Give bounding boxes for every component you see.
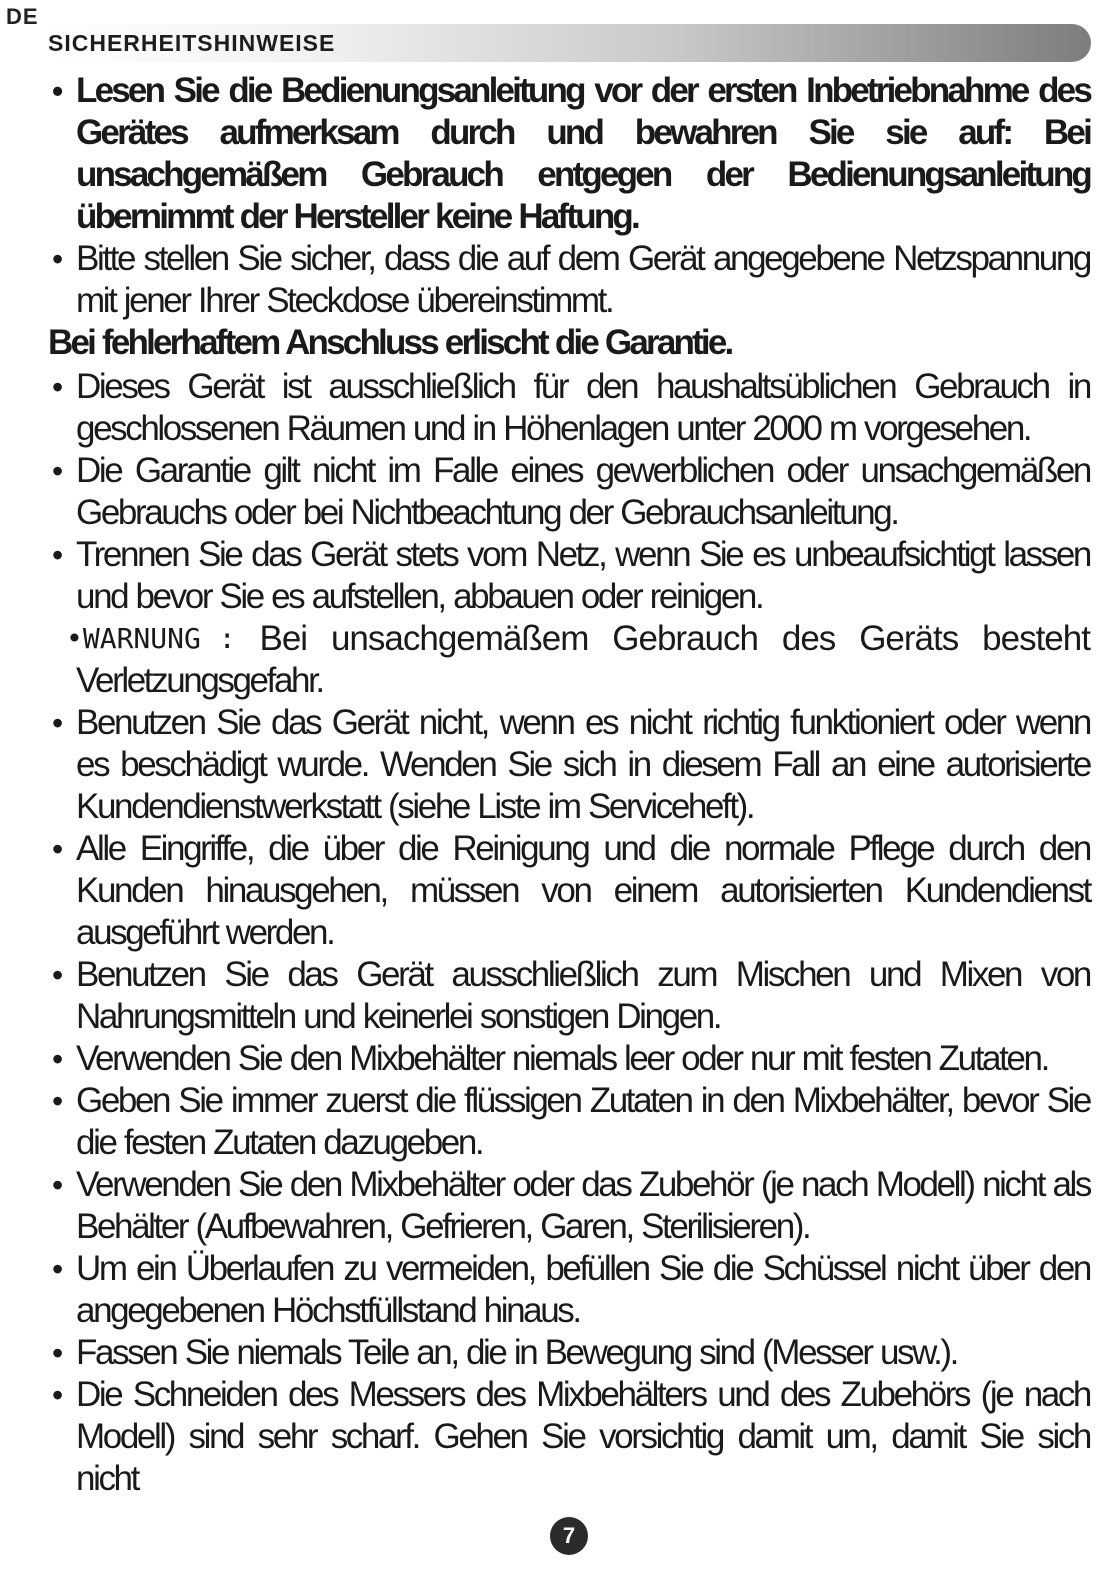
safety-instructions bbox=[48, 70, 1090, 1500]
list-item bbox=[48, 70, 1090, 238]
list-item-text: Lesen Sie die Bedienungsanleitung vor der ersten Inbetriebnahme des Gerätes aufmerksam durch und bewahren Sie sie auf: Bei unsachgemäßem Gebrauch entgegen der Bedienungsanleitung übernimmt der Hersteller keine Haftung. bbox=[76, 71, 1090, 236]
list-item-text: Bitte stellen Sie sicher, dass die auf dem Gerät angegebene Netzspannung mit jener Ihrer Steckdose übereinstimmt. bbox=[76, 239, 1090, 320]
bullet-icon: • bbox=[52, 1251, 64, 1287]
bullet-icon: • bbox=[52, 73, 64, 109]
warning-word: besteht bbox=[982, 619, 1090, 658]
list-item bbox=[48, 702, 1090, 828]
list-item bbox=[48, 238, 1090, 322]
page-number-badge: 7 bbox=[550, 1517, 588, 1555]
list-item-text: Die Garantie gilt nicht im Falle eines gewerblichen oder unsachgemäßen Gebrauchs oder bei Nichtbeachtung der Gebrauchsanleitung. bbox=[76, 451, 1090, 532]
list-item bbox=[48, 828, 1090, 954]
warning-word: des bbox=[781, 619, 836, 658]
warning-word: unsachgemäßem bbox=[330, 619, 589, 658]
list-item-text: Verwenden Sie den Mixbehälter niemals leer oder nur mit festen Zutaten. bbox=[76, 1039, 1048, 1078]
warning-item bbox=[48, 618, 1090, 702]
warning-word: Geräts bbox=[859, 619, 959, 658]
list-item-text: Benutzen Sie das Gerät nicht, wenn es nicht richtig funktioniert oder wenn es beschädigt wurde. Wenden Sie sich in diesem Fall an eine autorisierte Kundendienstwerkstatt (siehe Liste im Serviceheft). bbox=[76, 703, 1090, 826]
list-item bbox=[48, 1038, 1090, 1080]
list-item bbox=[48, 534, 1090, 618]
bullet-icon: • bbox=[52, 831, 64, 867]
list-item-text: Die Schneiden des Messers des Mixbehälters und des Zubehörs (je nach Modell) sind sehr scharf. Gehen Sie vorsichtig damit um, damit Sie sich nicht bbox=[76, 1375, 1090, 1498]
list-item bbox=[48, 366, 1090, 450]
list-item bbox=[48, 954, 1090, 1038]
warning-word: Bei bbox=[259, 619, 308, 658]
list-item-text: Dieses Gerät ist ausschließlich für den haushaltsüblichen Gebrauch in geschlossenen Räumen und in Höhenlagen unter 2000 m vorgesehen. bbox=[76, 367, 1090, 448]
list-item-text: Fassen Sie niemals Teile an, die in Bewegung sind (Messer usw.). bbox=[76, 1333, 957, 1372]
list-item-text: Trennen Sie das Gerät stets vom Netz, wenn Sie es unbeaufsichtigt lassen und bevor Sie es aufstellen, abbauen oder reinigen. bbox=[76, 535, 1090, 616]
list-item-text: Alle Eingriffe, die über die Reinigung und die normale Pflege durch den Kunden hinausgehen, müssen von einem autorisierten Kundendienst ausgeführt werden. bbox=[76, 829, 1090, 952]
bullet-icon: • bbox=[52, 1083, 64, 1119]
language-code: DE bbox=[6, 4, 39, 29]
bullet-icon: • bbox=[52, 1041, 64, 1077]
list-item bbox=[48, 1248, 1090, 1332]
list-item bbox=[48, 1080, 1090, 1164]
warning-label: •WARNUNG : bbox=[66, 622, 236, 655]
bullet-icon: • bbox=[52, 705, 64, 741]
section-header-bar bbox=[46, 24, 1091, 62]
list-item-text: Um ein Überlaufen zu vermeiden, befüllen Sie die Schüssel nicht über den angegebenen Höchstfüllstand hinaus. bbox=[76, 1249, 1090, 1330]
bullet-icon: • bbox=[52, 957, 64, 993]
warning-word: Gebrauch bbox=[612, 619, 758, 658]
bullet-icon: • bbox=[52, 369, 64, 405]
list-item-text: Benutzen Sie das Gerät ausschließlich zum Mischen und Mixen von Nahrungsmitteln und keinerlei sonstigen Dingen. bbox=[76, 955, 1090, 1036]
bullet-icon: • bbox=[52, 537, 64, 573]
list-item bbox=[48, 1164, 1090, 1248]
warranty-note: Bei fehlerhaftem Anschluss erlischt die Garantie. bbox=[48, 323, 732, 362]
list-item-text: Verwenden Sie den Mixbehälter oder das Zubehör (je nach Modell) nicht als Behälter (Aufbewahren, Gefrieren, Garen, Sterilisieren). bbox=[76, 1165, 1090, 1246]
list-item bbox=[48, 450, 1090, 534]
warning-line bbox=[66, 618, 1090, 660]
list-item bbox=[48, 1332, 1090, 1374]
list-item bbox=[48, 1374, 1090, 1500]
list-item-text: Geben Sie immer zuerst die flüssigen Zutaten in den Mixbehälter, bevor Sie die festen Zutaten dazugeben. bbox=[76, 1081, 1090, 1162]
bullet-icon: • bbox=[52, 241, 64, 277]
section-title: SICHERHEITSHINWEISE bbox=[48, 30, 336, 56]
bullet-icon: • bbox=[52, 453, 64, 489]
bullet-icon: • bbox=[52, 1167, 64, 1203]
warning-line-2: Verletzungsgefahr. bbox=[76, 661, 323, 700]
bullet-icon: • bbox=[52, 1377, 64, 1413]
bullet-icon: • bbox=[52, 1335, 64, 1371]
